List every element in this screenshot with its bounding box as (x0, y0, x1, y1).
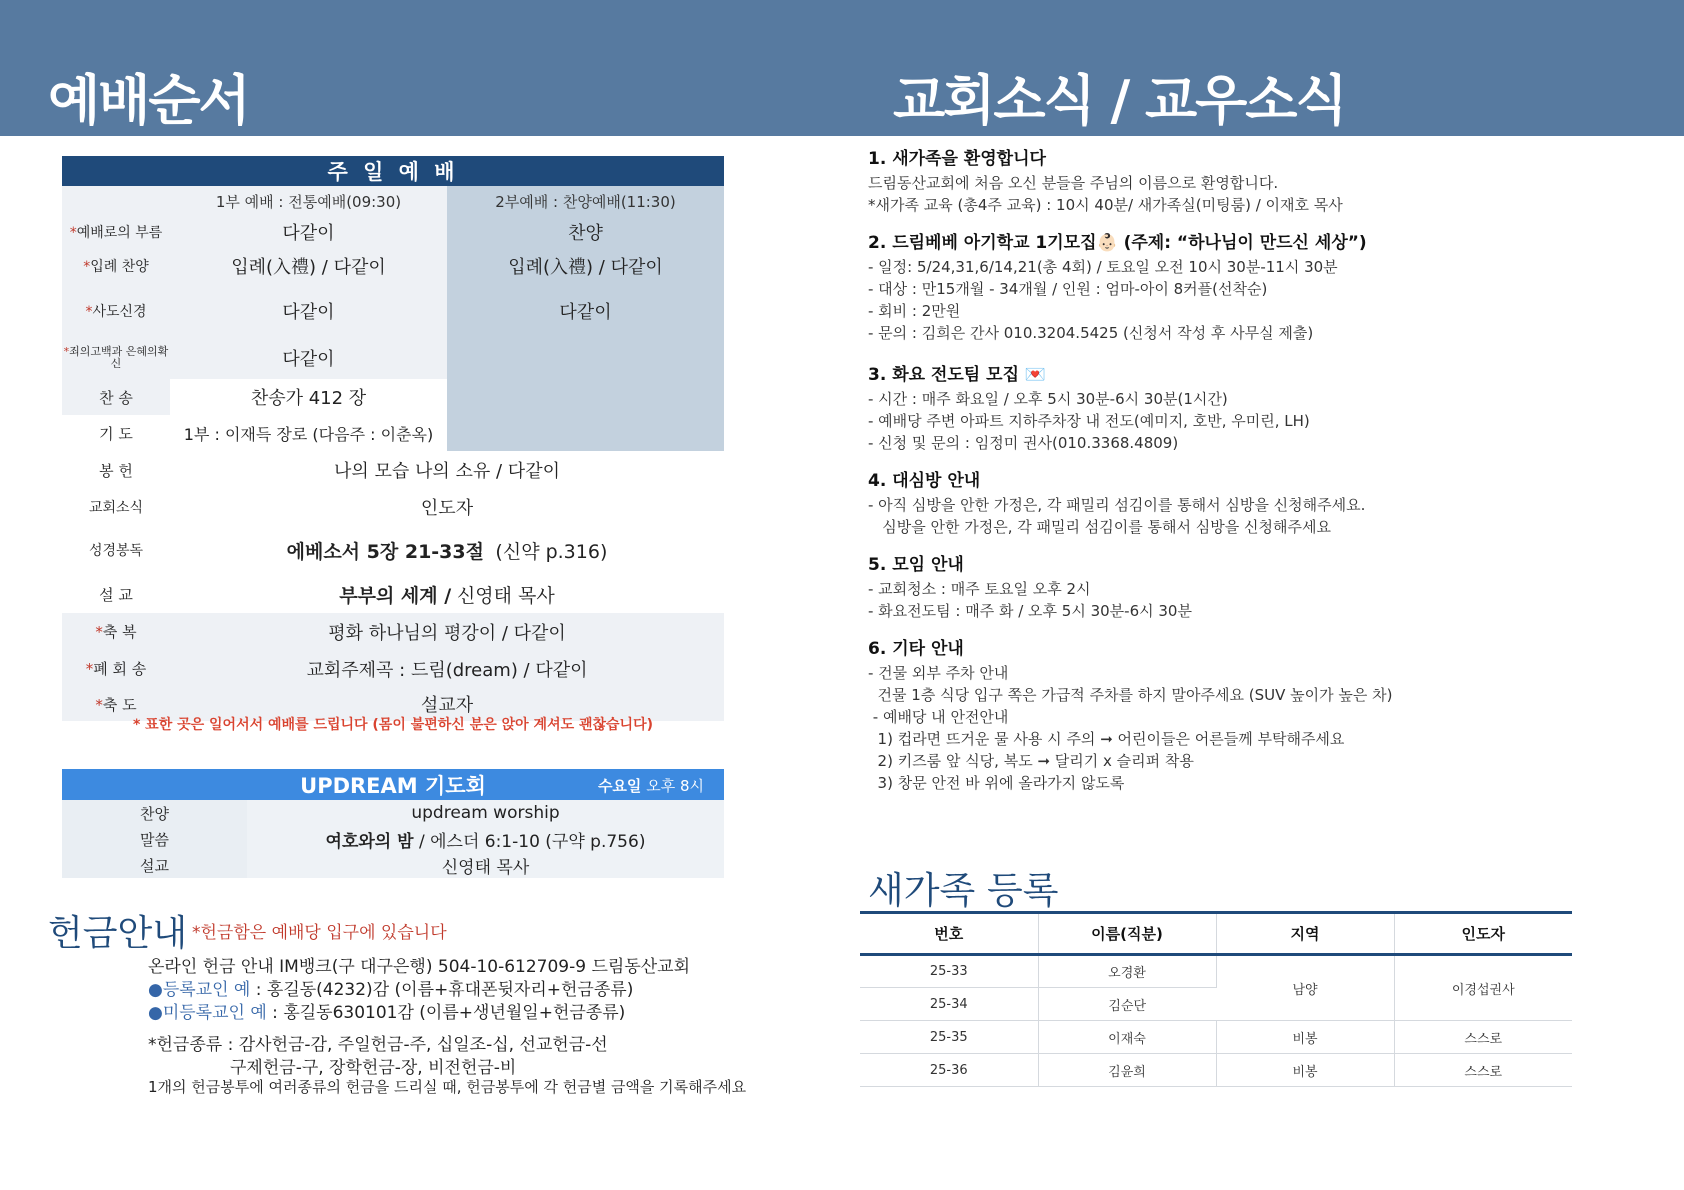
row-value: 교회주제곡 : 드림(dream) / 다같이 (170, 650, 724, 687)
news-line: - 교회청소 : 매주 토요일 오후 2시 (868, 580, 1091, 598)
news-line: - 시간 : 매주 화요일 / 오후 5시 30분-6시 30분(1시간) (868, 390, 1228, 408)
row-label: 찬 송 (62, 379, 170, 415)
cell-no: 25-35 (860, 1021, 1038, 1054)
header-bar (0, 0, 1684, 136)
news-line: 건물 1층 식당 입구 쪽은 가급적 주차를 하지 말아주세요 (SUV 높이가 높은 차) (868, 686, 1393, 704)
cell-area: 남양 (1216, 955, 1394, 1021)
updream-table (62, 769, 724, 878)
news-line: - 대상 : 만15개월 - 34개월 / 인원 : 엄마-아이 8커플(선착순) (868, 280, 1268, 298)
envelope-note: 1개의 헌금봉투에 여러종류의 헌금을 드리실 때, 헌금봉투에 각 헌금별 금액을 기록해주세요 (148, 1078, 747, 1096)
row-value: 다같이 (170, 216, 447, 247)
table-row (860, 955, 1572, 988)
news-line: - 아직 심방을 안한 가정은, 각 패밀리 섬김이를 통해서 심방을 신청해주세요. (868, 496, 1366, 514)
worship-order-table (62, 156, 724, 721)
row-label: 기 도 (99, 424, 133, 443)
registered-example: ●등록교인 예 : 홍길동(4232)감 (이름+휴대폰뒷자리+헌금종류) (148, 980, 634, 1000)
updream-time: 수요일 오후 8시 (597, 777, 704, 795)
table-row (860, 1054, 1572, 1087)
church-news-title: 교회소식 / 교우소식 (893, 69, 1346, 132)
offering-types-2: 구제헌금-구, 장학헌금-장, 비전헌금-비 (230, 1058, 517, 1078)
news-line: 1) 컵라면 뜨거운 물 사용 시 주의 ➞ 어린이들은 어른들께 부탁해주세요 (868, 730, 1345, 748)
cell-name: 오경환 (1038, 955, 1216, 988)
cell-area: 비봉 (1216, 1021, 1394, 1054)
row-label: 설 교 (99, 585, 133, 604)
offering-title: 헌금안내 (48, 913, 188, 954)
row-label: 성경봉독 (88, 543, 144, 559)
news-item (868, 230, 1628, 344)
news-line: - 문의 : 김희은 간사 010.3204.5425 (신청서 작성 후 사무실 제출) (868, 324, 1314, 342)
news-line: - 화요전도팀 : 매주 화 / 오후 5시 30분-6시 30분 (868, 602, 1192, 620)
news-item (868, 636, 1628, 794)
news-line: - 신청 및 문의 : 임정미 권사(010.3368.4809) (868, 434, 1179, 452)
service1-label: 1부 예배 : 전통예배(09:30) (170, 186, 447, 216)
news-line: - 일정: 5/24,31,6/14,21(총 4회) / 토요일 오전 10시 30분-11시 30분 (868, 258, 1338, 276)
offering-account: 온라인 헌금 안내 IM뱅크(구 대구은행) 504-10-612709-9 드림동산교회 (148, 957, 691, 977)
updream-title: UPDREAM 기도회 (300, 773, 486, 798)
sunday-worship-header: 주 일 예 배 (62, 156, 724, 186)
row-value: 인도자 (420, 498, 474, 519)
row-value: 신영태 목사 (247, 852, 724, 878)
row-label: 말씀 (62, 826, 247, 852)
row-label: 설교 (62, 852, 247, 878)
row-label: *사도신경 (62, 285, 170, 337)
news-item (868, 468, 1628, 538)
news-title: 3. 화요 전도팀 모집 💌 (868, 365, 1047, 385)
row-value: 찬송가 412 장 (250, 388, 367, 409)
news-line: 심방을 안한 가정은, 각 패밀리 섬김이를 통해서 심방을 신청해주세요 (868, 518, 1331, 536)
row-value: 설교자 (170, 687, 724, 721)
row-label: *축 도 (62, 687, 170, 721)
news-item (868, 552, 1628, 622)
offering-box-note: *헌금함은 예배당 입구에 있습니다 (192, 923, 447, 943)
cell-no: 25-33 (860, 955, 1038, 988)
cell-leader: 스스로 (1394, 1021, 1572, 1054)
new-family-title: 새가족 등록 (868, 869, 1059, 912)
column-header: 이름(직분) (1038, 913, 1216, 955)
row-value: 다같이 (447, 285, 724, 337)
cell-leader: 스스로 (1394, 1054, 1572, 1087)
row-label: 교회소식 (88, 500, 144, 516)
updream-header (62, 769, 724, 800)
news-line: - 회비 : 2만원 (868, 302, 961, 320)
news-line: *새가족 교육 (총4주 교육) : 10시 40분/ 새가족실(미팅룸) / 이재호 목사 (868, 196, 1343, 214)
cell-leader: 이경섭권사 (1394, 955, 1572, 1021)
cell-no: 25-34 (860, 988, 1038, 1021)
standing-note: * 표한 곳은 일어서서 예배를 드립니다 (몸이 불편하신 분은 앉아 계셔도 괜찮습니다) (132, 717, 654, 733)
row-value: 여호와의 밤 / 에스더 6:1-10 (구약 p.756) (247, 826, 724, 852)
row-label: *입례 찬양 (62, 247, 170, 285)
row-label: *죄의고백과 은혜의확신 (62, 337, 170, 379)
cell-name: 김윤희 (1038, 1054, 1216, 1087)
worship-order-title: 예배순서 (48, 69, 249, 132)
row-label: 찬양 (62, 800, 247, 826)
news-item (868, 146, 1628, 216)
news-title: 1. 새가족을 환영합니다 (868, 149, 1046, 169)
news-line: - 예배당 내 안전안내 (868, 708, 1009, 726)
row-value: 다같이 (170, 337, 447, 379)
news-line: - 예배당 주변 아파트 지하주차장 내 전도(예미지, 호반, 우미린, LH) (868, 412, 1310, 430)
row-value: 나의 모습 나의 소유 / 다같이 (334, 461, 560, 482)
row-value: 부부의 세계 / 신영태 목사 (339, 584, 555, 607)
offering-types: *헌금종류 : 감사헌금-감, 주일헌금-주, 십일조-십, 선교헌금-선 (148, 1035, 608, 1055)
news-list (868, 146, 1628, 794)
row-value: 다같이 (170, 285, 447, 337)
column-header: 지역 (1216, 913, 1394, 955)
unregistered-example: ●미등록교인 예 : 홍길동630101감 (이름+생년월일+헌금종류) (148, 1003, 626, 1023)
news-title: 4. 대심방 안내 (868, 471, 981, 491)
cell-name: 김순단 (1038, 988, 1216, 1021)
news-line: 2) 키즈룸 앞 식당, 복도 ➞ 달리기 x 슬리퍼 착용 (868, 752, 1194, 770)
news-line: 3) 창문 안전 바 위에 올라가지 않도록 (868, 774, 1125, 792)
news-line: 드림동산교회에 처음 오신 분들을 주님의 이름으로 환영합니다. (868, 174, 1279, 192)
column-header: 번호 (860, 913, 1038, 955)
cell-no: 25-36 (860, 1054, 1038, 1087)
news-title: 2. 드림베베 아기학교 1기모집👶🏻 (주제: “하나님이 만드신 세상”) (868, 233, 1367, 253)
column-header: 인도자 (1394, 913, 1572, 955)
row-label: 봉 헌 (99, 461, 133, 480)
news-title: 6. 기타 안내 (868, 639, 964, 659)
cell-name: 이재숙 (1038, 1021, 1216, 1054)
cell-area: 비봉 (1216, 1054, 1394, 1087)
row-value: 평화 하나님의 평강이 / 다같이 (170, 613, 724, 650)
row-value: 입례(入禮) / 다같이 (170, 247, 447, 285)
row-value: 입례(入禮) / 다같이 (447, 247, 724, 285)
news-title: 5. 모임 안내 (868, 555, 964, 575)
news-line: - 건물 외부 주차 안내 (868, 664, 1009, 682)
row-value: 찬양 (447, 216, 724, 247)
row-value: updream worship (247, 800, 724, 826)
row-value: 1부 : 이재득 장로 (다음주 : 이춘옥) (183, 424, 434, 444)
service2-label: 2부예배 : 찬양예배(11:30) (447, 186, 724, 216)
row-label: *축 복 (62, 613, 170, 650)
news-item (868, 362, 1628, 454)
row-label: *예배로의 부름 (62, 216, 170, 247)
row-value: 에베소서 5장 21-33절 (신약 p.316) (286, 540, 608, 563)
row-label: *폐 회 송 (62, 650, 170, 687)
table-row (860, 1021, 1572, 1054)
new-family-table (860, 911, 1572, 1087)
